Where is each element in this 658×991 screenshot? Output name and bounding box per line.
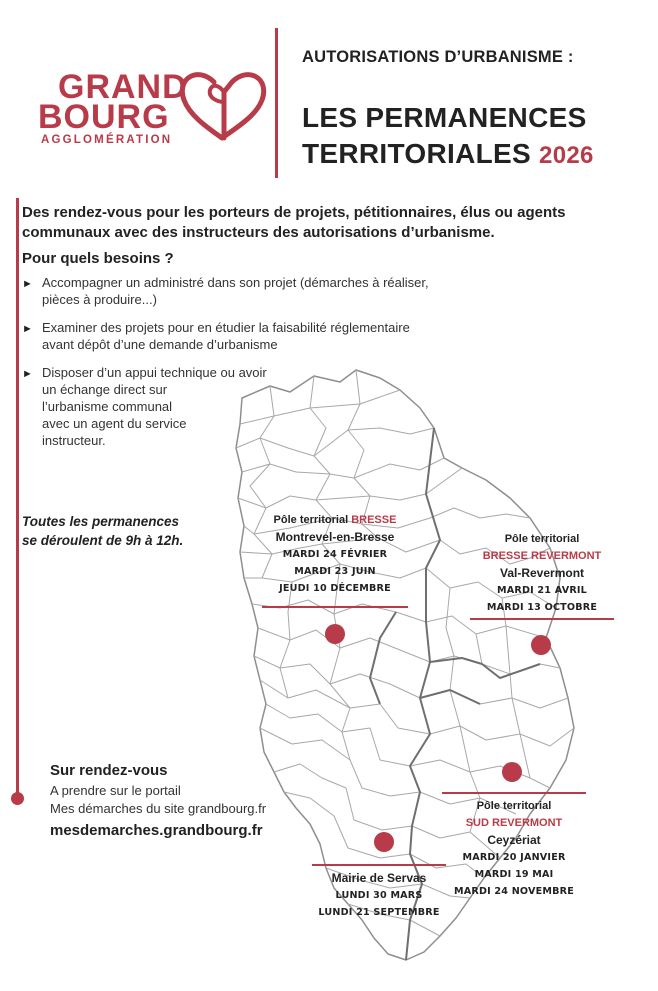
needs-item-line: un échange direct sur [42, 382, 168, 397]
hours-note [22, 512, 183, 550]
pole-prefix: Pôle territorial [504, 533, 580, 545]
pole-bresse-revermont [470, 531, 614, 616]
servas-separator [312, 864, 446, 866]
pole-city: Val-Revermont [499, 566, 585, 580]
heart-logo-icon [178, 68, 268, 146]
pole-bresse-revermont-separator [470, 618, 614, 620]
needs-item-line: instructeur. [42, 433, 106, 448]
bullet-triangle-icon: ► [22, 323, 33, 335]
pole-date: JEUDI 10 DÉCEMBRE [279, 583, 391, 594]
pole-sud-revermont-marker [502, 762, 522, 782]
needs-item-line: Examiner des projets pour en étudier la faisabilité réglementaire [42, 320, 410, 335]
pole-bresse-separator [262, 606, 408, 608]
header-subtitle: AUTORISATIONS D’URBANISME : [302, 48, 574, 66]
pole-sud-revermont-separator [442, 792, 586, 794]
servas-city: Mairie de Servas [331, 871, 427, 885]
needs-item [22, 274, 522, 308]
pole-prefix: Pôle territorial [476, 800, 552, 812]
rdv-line: Mes démarches du site grandbourg.fr [50, 801, 267, 816]
needs-item-line: pièces à produire...) [42, 292, 157, 307]
hours-line: Toutes les permanences [22, 514, 180, 529]
rail-dot [11, 792, 24, 805]
title-line-2 [302, 136, 594, 174]
needs-item-line: avant dépôt d’une demande d’urbanisme [42, 337, 278, 352]
pole-date: MARDI 24 FÉVRIER [282, 549, 388, 560]
bullet-triangle-icon: ► [22, 278, 33, 290]
header-divider [275, 28, 278, 178]
pole-name: BRESSE REVERMONT [482, 550, 602, 562]
pole-bresse-heading [262, 512, 408, 529]
page-title [302, 100, 594, 174]
title-year: 2026 [539, 142, 594, 169]
logo-word-grand: GRAND [58, 68, 188, 106]
bullet-triangle-icon: ► [22, 368, 33, 380]
title-line-1: LES PERMANENCES [302, 102, 587, 133]
portal-link[interactable]: mesdemarches.grandbourg.fr [50, 822, 263, 839]
servas-date: LUNDI 21 SEPTEMBRE [318, 907, 440, 918]
pole-prefix: Pôle territorial [273, 514, 349, 526]
needs-item [22, 319, 522, 353]
pole-city: Montrevel-en-Bresse [275, 530, 395, 544]
pole-city: Ceyzériat [487, 833, 541, 847]
title-line-2-text: TERRITORIALES [302, 138, 531, 169]
left-rail [16, 198, 19, 798]
pole-date: MARDI 23 JUIN [294, 566, 376, 577]
needs-item-line: avec un agent du service [42, 416, 187, 431]
servas-date: LUNDI 30 MARS [335, 890, 423, 901]
pole-date: MARDI 20 JANVIER [462, 852, 566, 863]
needs-item-line: Disposer d’un appui technique ou avoir [42, 365, 267, 380]
servas-permanence [312, 870, 446, 921]
hours-line: se déroulent de 9h à 12h. [22, 533, 184, 548]
needs-item-line: l’urbanisme communal [42, 399, 173, 414]
needs-item-line: Accompagner un administré dans son projet (démarches à réaliser, [42, 275, 429, 290]
pole-name: BRESSE [351, 514, 397, 526]
servas-marker [374, 832, 394, 852]
needs-title: Pour quels besoins ? [22, 250, 174, 267]
pole-date: MARDI 19 MAI [474, 869, 554, 880]
pole-date: MARDI 21 AVRIL [497, 585, 587, 596]
intro-text: Des rendez-vous pour les porteurs de projets, pétitionnaires, élus ou agents communaux avec des instructeurs des autorisations d’urbanisme. [22, 204, 566, 241]
pole-date: MARDI 13 OCTOBRE [486, 602, 598, 613]
pole-bresse [262, 512, 408, 597]
pole-date: MARDI 24 NOVEMBRE [453, 886, 575, 897]
pole-bresse-marker [325, 624, 345, 644]
pole-sud-revermont [442, 798, 586, 900]
rdv-title: Sur rendez-vous [50, 762, 168, 779]
pole-bresse-revermont-marker [531, 635, 551, 655]
logo-word-agglomeration: AGGLOMÉRATION [41, 134, 173, 146]
rdv-line: A prendre sur le portail [50, 783, 181, 798]
logo [30, 68, 270, 158]
pole-name: SUD REVERMONT [465, 817, 563, 829]
logo-word-bourg: BOURG [38, 98, 170, 136]
